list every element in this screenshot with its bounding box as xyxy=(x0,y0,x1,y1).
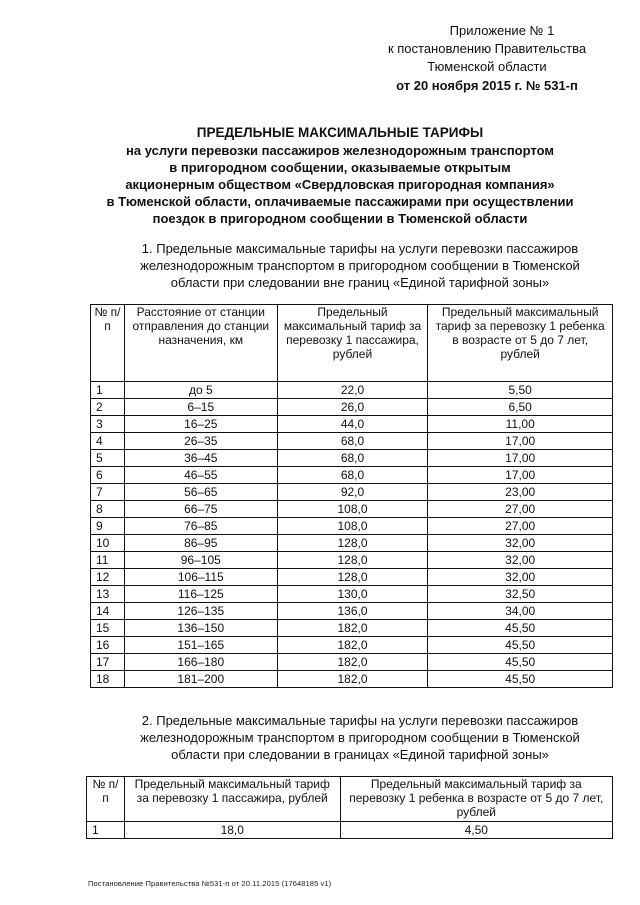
cell-number: 15 xyxy=(91,620,125,637)
appendix-date: от 20 ноября 2015 г. № 531-п xyxy=(396,78,578,93)
cell-distance: 136–150 xyxy=(124,620,277,637)
cell-adult-tariff: 182,0 xyxy=(277,620,428,637)
tariff-table-outside-zone xyxy=(90,304,613,688)
section-2-line: области при следовании в границах «Единой тарифной зоны» xyxy=(171,747,549,762)
title-line: в пригородном сообщении, оказываемые открытым xyxy=(169,160,511,175)
col-header-number: № п/п xyxy=(91,305,125,382)
cell-distance: 166–180 xyxy=(124,654,277,671)
cell-child-tariff: 5,50 xyxy=(428,382,613,399)
title-line: в Тюменской области, оплачиваемые пассажирами при осуществлении xyxy=(106,194,574,209)
cell-distance: 6–15 xyxy=(124,399,277,416)
cell-child-tariff: 17,00 xyxy=(428,450,613,467)
cell-distance: 181–200 xyxy=(124,671,277,688)
section-2-line: железнодорожным транспортом в пригородном сообщении в Тюменской xyxy=(140,730,580,745)
table-row xyxy=(91,399,613,416)
cell-adult-tariff: 18,0 xyxy=(124,822,340,839)
section-1-heading xyxy=(100,240,620,291)
cell-child-tariff: 4,50 xyxy=(340,822,612,839)
cell-child-tariff: 32,00 xyxy=(428,569,613,586)
table-row xyxy=(91,450,613,467)
cell-number: 13 xyxy=(91,586,125,603)
cell-distance: 86–95 xyxy=(124,535,277,552)
table-row xyxy=(91,552,613,569)
table-body xyxy=(87,822,613,839)
table-row xyxy=(91,433,613,450)
cell-child-tariff: 32,00 xyxy=(428,535,613,552)
cell-adult-tariff: 182,0 xyxy=(277,671,428,688)
col-header-adult-tariff: Предельный максимальный тариф за перевозку 1 пассажира, рублей xyxy=(124,777,340,822)
cell-number: 2 xyxy=(91,399,125,416)
cell-child-tariff: 45,50 xyxy=(428,637,613,654)
cell-distance: 116–125 xyxy=(124,586,277,603)
cell-child-tariff: 45,50 xyxy=(428,671,613,688)
cell-number: 9 xyxy=(91,518,125,535)
cell-number: 1 xyxy=(87,822,125,839)
cell-adult-tariff: 128,0 xyxy=(277,552,428,569)
title-line: поездок в пригородном сообщении в Тюменской области xyxy=(152,211,528,226)
cell-distance: 151–165 xyxy=(124,637,277,654)
table-header-row xyxy=(91,305,613,382)
title-line: акционерным обществом «Свердловская пригородная компания» xyxy=(125,177,555,192)
section-1-line: области при следовании вне границ «Единой тарифной зоны» xyxy=(170,275,550,290)
col-header-child-tariff: Предельный максимальный тариф за перевозку 1 ребенка в возрасте от 5 до 7 лет, рублей xyxy=(340,777,612,822)
cell-number: 6 xyxy=(91,467,125,484)
cell-number: 14 xyxy=(91,603,125,620)
col-header-adult-tariff: Предельный максимальный тариф за перевозку 1 пассажира, рублей xyxy=(277,305,428,382)
appendix-header xyxy=(352,22,622,95)
col-header-child-tariff: Предельный максимальный тариф за перевозку 1 ребенка в возрасте от 5 до 7 лет, рублей xyxy=(428,305,613,382)
table-row xyxy=(91,654,613,671)
table-row xyxy=(91,484,613,501)
cell-distance: 56–65 xyxy=(124,484,277,501)
cell-child-tariff: 32,50 xyxy=(428,586,613,603)
cell-adult-tariff: 136,0 xyxy=(277,603,428,620)
appendix-ref: к постановлению Правительства xyxy=(387,41,587,56)
cell-number: 3 xyxy=(91,416,125,433)
cell-adult-tariff: 108,0 xyxy=(277,518,428,535)
table-body xyxy=(91,382,613,688)
table-row xyxy=(91,671,613,688)
cell-child-tariff: 34,00 xyxy=(428,603,613,620)
cell-number: 1 xyxy=(91,382,125,399)
cell-adult-tariff: 22,0 xyxy=(277,382,428,399)
cell-distance: до 5 xyxy=(124,382,277,399)
cell-distance: 126–135 xyxy=(124,603,277,620)
table-row xyxy=(87,822,613,839)
cell-number: 12 xyxy=(91,569,125,586)
appendix-region: Тюменской области xyxy=(427,59,547,74)
cell-adult-tariff: 182,0 xyxy=(277,637,428,654)
col-header-number: № п/п xyxy=(87,777,125,822)
cell-adult-tariff: 44,0 xyxy=(277,416,428,433)
cell-number: 16 xyxy=(91,637,125,654)
section-2-heading xyxy=(100,712,620,763)
cell-child-tariff: 11,00 xyxy=(428,416,613,433)
cell-adult-tariff: 68,0 xyxy=(277,467,428,484)
appendix-number: Приложение № 1 xyxy=(449,23,555,38)
title-main: ПРЕДЕЛЬНЫЕ МАКСИМАЛЬНЫЕ ТАРИФЫ xyxy=(196,125,484,140)
title-line: на услуги перевозки пассажиров железнодорожным транспортом xyxy=(126,143,554,158)
cell-adult-tariff: 130,0 xyxy=(277,586,428,603)
section-1-line: железнодорожным транспортом в пригородном сообщении в Тюменской xyxy=(140,258,580,273)
cell-adult-tariff: 92,0 xyxy=(277,484,428,501)
cell-number: 10 xyxy=(91,535,125,552)
cell-child-tariff: 23,00 xyxy=(428,484,613,501)
cell-adult-tariff: 108,0 xyxy=(277,501,428,518)
table-header-row xyxy=(87,777,613,822)
cell-adult-tariff: 26,0 xyxy=(277,399,428,416)
table-row xyxy=(91,586,613,603)
tariff-table-inside-zone xyxy=(86,776,613,839)
cell-number: 18 xyxy=(91,671,125,688)
cell-number: 5 xyxy=(91,450,125,467)
cell-distance: 16–25 xyxy=(124,416,277,433)
footer-reference: Постановление Правительства №531-п от 20.11.2015 (17648185 v1) xyxy=(88,879,332,888)
cell-number: 8 xyxy=(91,501,125,518)
table-row xyxy=(91,620,613,637)
cell-adult-tariff: 68,0 xyxy=(277,450,428,467)
cell-number: 7 xyxy=(91,484,125,501)
table-row xyxy=(91,518,613,535)
cell-child-tariff: 17,00 xyxy=(428,467,613,484)
section-1-line: 1. Предельные максимальные тарифы на услуги перевозки пассажиров xyxy=(141,241,579,256)
cell-child-tariff: 6,50 xyxy=(428,399,613,416)
cell-child-tariff: 27,00 xyxy=(428,518,613,535)
col-header-distance: Расстояние от станции отправления до станции назначения, км xyxy=(124,305,277,382)
cell-adult-tariff: 68,0 xyxy=(277,433,428,450)
cell-number: 11 xyxy=(91,552,125,569)
cell-distance: 106–115 xyxy=(124,569,277,586)
cell-child-tariff: 32,00 xyxy=(428,552,613,569)
section-2-line: 2. Предельные максимальные тарифы на услуги перевозки пассажиров xyxy=(141,713,579,728)
document-title xyxy=(80,124,600,227)
cell-distance: 46–55 xyxy=(124,467,277,484)
table-row xyxy=(91,416,613,433)
cell-number: 4 xyxy=(91,433,125,450)
table-row xyxy=(91,603,613,620)
cell-number: 17 xyxy=(91,654,125,671)
cell-adult-tariff: 128,0 xyxy=(277,535,428,552)
cell-distance: 26–35 xyxy=(124,433,277,450)
cell-child-tariff: 17,00 xyxy=(428,433,613,450)
cell-distance: 36–45 xyxy=(124,450,277,467)
cell-distance: 96–105 xyxy=(124,552,277,569)
cell-distance: 66–75 xyxy=(124,501,277,518)
cell-child-tariff: 45,50 xyxy=(428,620,613,637)
table-row xyxy=(91,467,613,484)
cell-child-tariff: 45,50 xyxy=(428,654,613,671)
table-row xyxy=(91,637,613,654)
cell-distance: 76–85 xyxy=(124,518,277,535)
cell-adult-tariff: 182,0 xyxy=(277,654,428,671)
table-row xyxy=(91,382,613,399)
table-row xyxy=(91,569,613,586)
table-row xyxy=(91,501,613,518)
cell-child-tariff: 27,00 xyxy=(428,501,613,518)
cell-adult-tariff: 128,0 xyxy=(277,569,428,586)
table-row xyxy=(91,535,613,552)
